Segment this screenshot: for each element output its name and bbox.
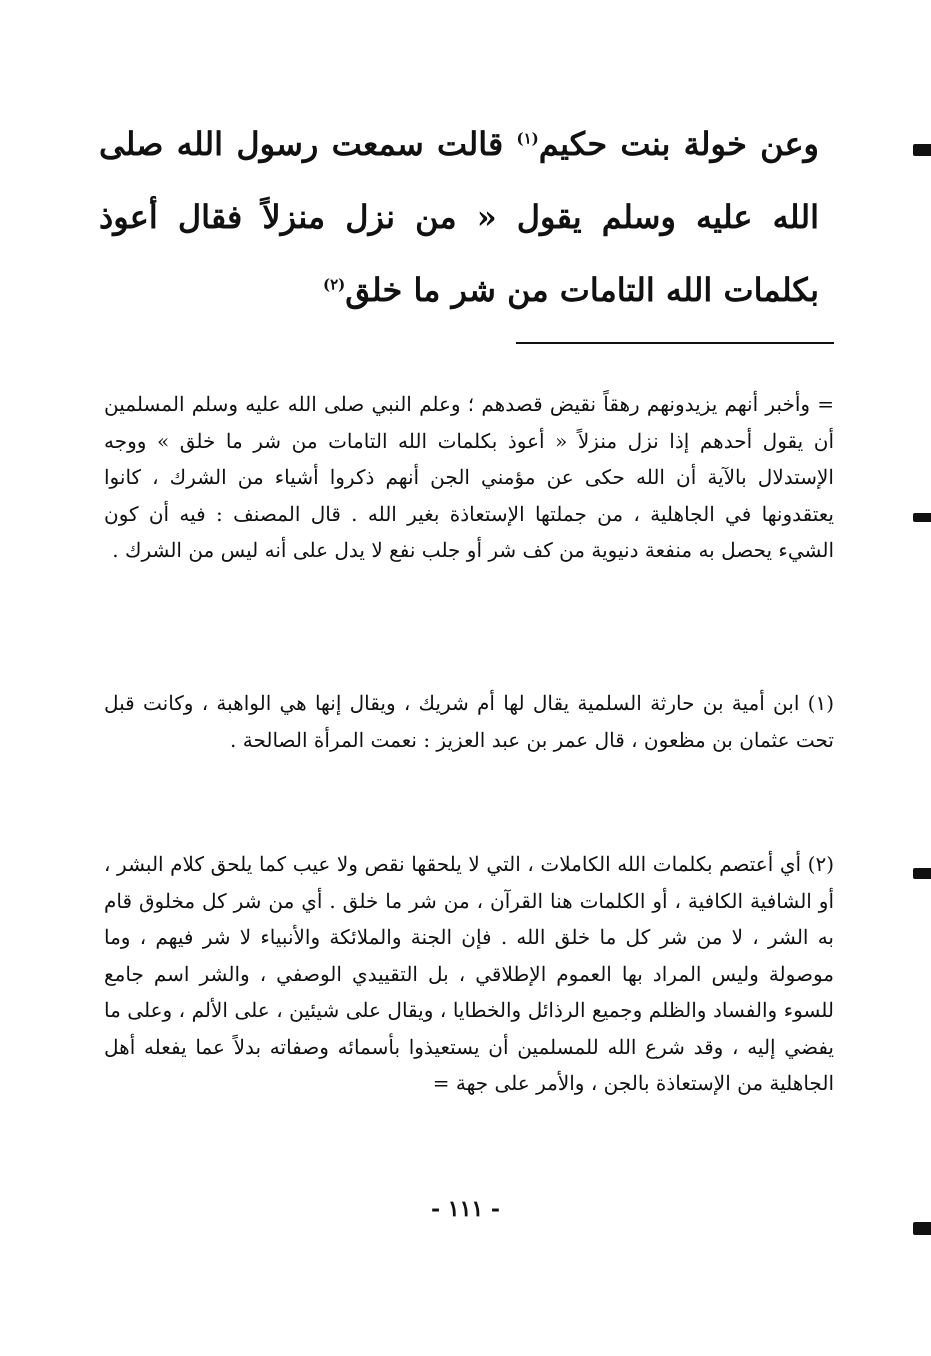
footnote-ref-2: (٢)	[322, 275, 346, 294]
footnote-2-text: (٢) أي أعتصم بكلمات الله الكاملات ، التي لا يلحقها نقص ولا عيب كما يلحق كلام البشر ، أو الشافية الكافية ، أو الكلمات هنا القرآن ، من شر ما خلق . أي من شر كل مخلوق قام به الشر ، لا من شر كل ما خلق الله . فإن الجنة والملائكة والأنبياء لا شر فيهم ، وما موصولة وليس المراد بها العموم الإطلاقي ، بل التقييدي الوصفي ، والشر اسم جامع للسوء والفساد والظلم وجميع الرذائل والخطايا ، ويقال على شيئين ، على الألم ، وعلى ما يفضي إليه ، وقد شرع الله للمسلمين أن يستعيذوا بأسمائه وصفاته بدلاً عما يفعله أهل الجاهلية من الإستعاذة بالجن ، والأمر على جهة =	[104, 852, 834, 1095]
hadith-paragraph	[99, 108, 819, 327]
scan-edge-mark	[913, 513, 931, 522]
hadith-text-part-1: وعن خولة بنت حكيم	[538, 125, 820, 163]
footnote-1	[104, 685, 834, 758]
scan-edge-mark	[913, 868, 931, 879]
scan-edge-mark	[913, 144, 931, 156]
scan-edge-mark	[913, 1222, 931, 1235]
footnote-separator-line	[516, 342, 834, 344]
page-number: - ١١١ -	[430, 1196, 501, 1222]
footnote-continuation-text: = وأخبر أنهم يزيدونهم رهقاً نقيض قصدهم ؛ وعلم النبي صلى الله عليه وسلم المسلمين أن يقول أحدهم إذا نزل منزلاً « أعوذ بكلمات الله التامات من شر ما خلق » ووجه الإستدلال بالآية أن الله حكى عن مؤمني الجن أنهم ذكروا أشياء من الشرك ، كانوا يعتقدونها في الجاهلية ، من جملتها الإستعاذة بغير الله . قال المصنف : فيه أن كون الشيء يحصل به منفعة دنيوية من كف شر أو جلب نفع لا يدل على أنه ليس من الشرك .	[104, 392, 834, 562]
footnote-continuation	[104, 386, 834, 569]
hadith-text-part-2: قالت سمعت رسول الله صلى الله عليه وسلم يقول « من نزل منزلاً فقال أعوذ بكلمات الله التامات من شر ما خلق	[99, 125, 819, 309]
footnote-1-text: (١) ابن أمية بن حارثة السلمية يقال لها أم شريك ، ويقال إنها هي الواهبة ، وكانت قبل تحت عثمان بن مظعون ، قال عمر بن عبد العزيز : نعمت المرأة الصالحة .	[104, 691, 834, 752]
main-hadith-text	[99, 108, 819, 327]
footnote-2	[104, 846, 834, 1102]
footnote-ref-1: (١)	[516, 129, 539, 148]
